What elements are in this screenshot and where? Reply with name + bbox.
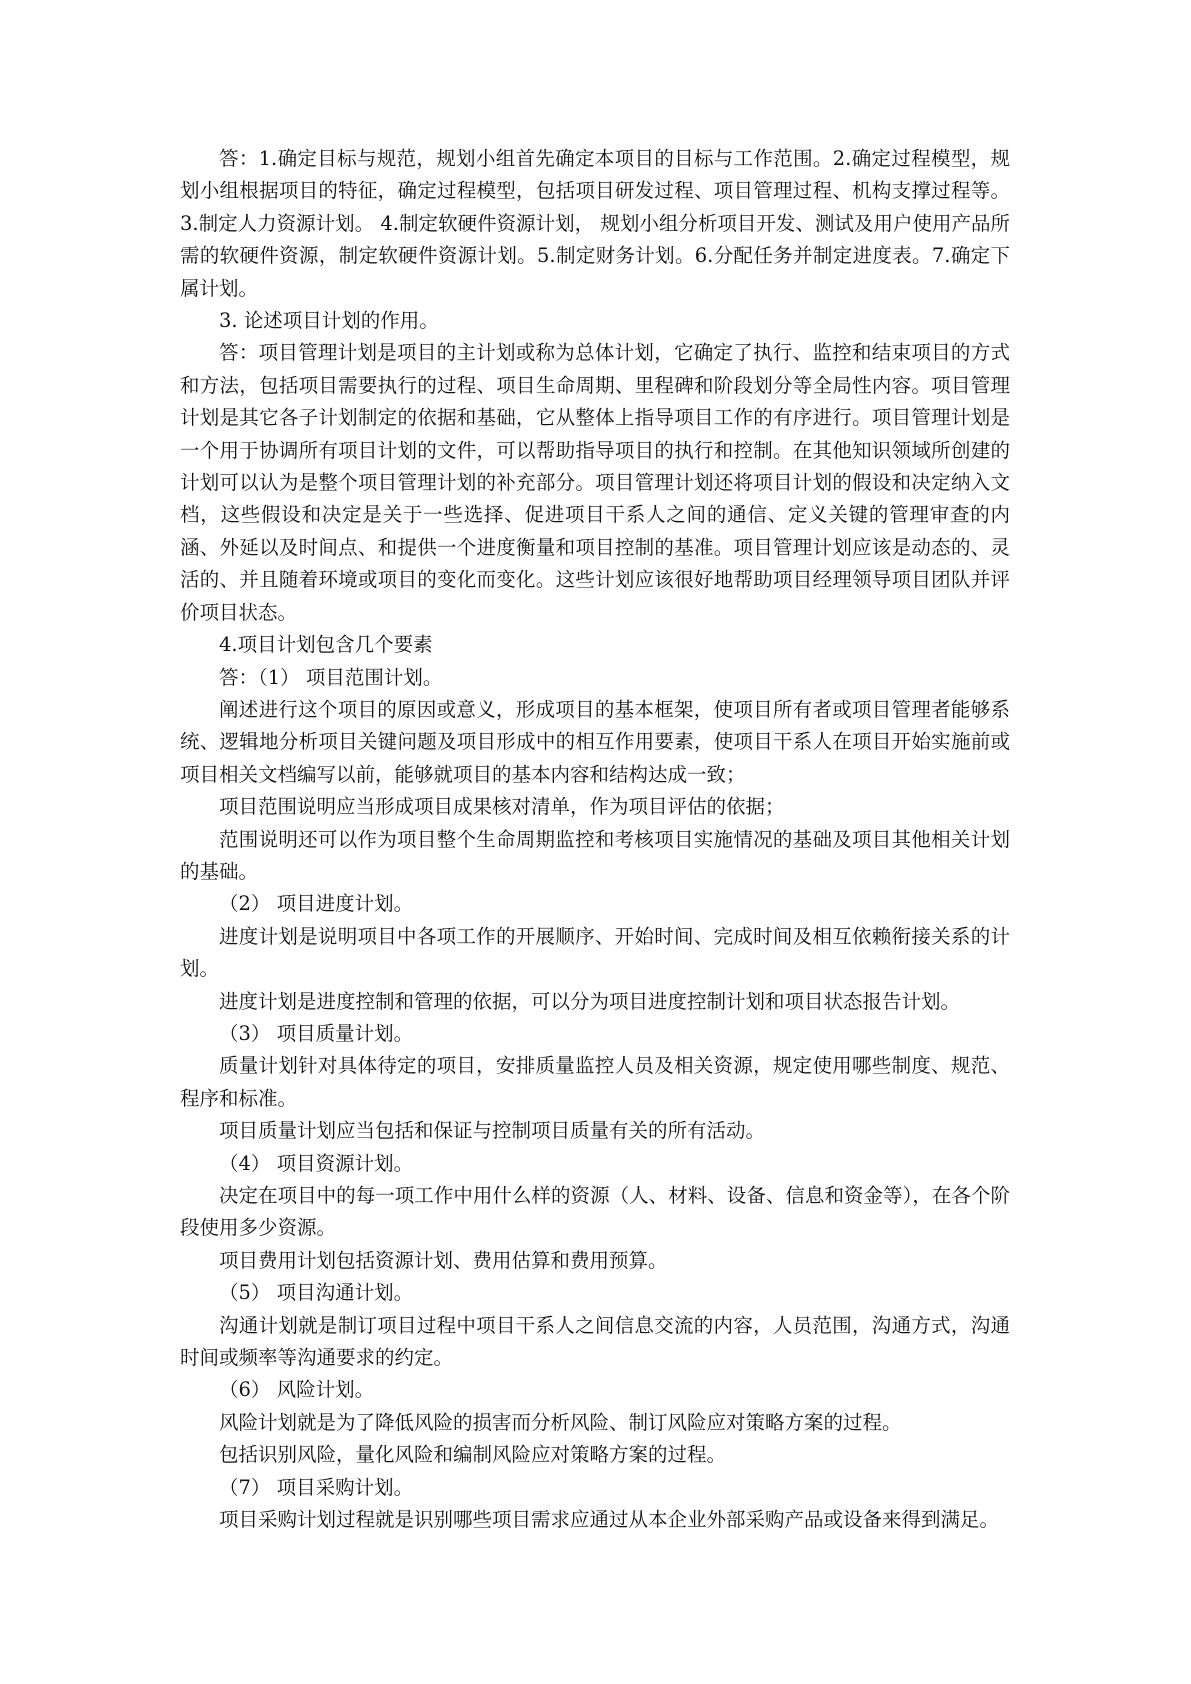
answer-2-steps: 答：1.确定目标与规范，规划小组首先确定本项目的目标与工作范围。2.确定过程模型，规划小组根据项目的特征，确定过程模型，包括项目研发过程、项目管理过程、机构支撑过程等。3.制定人力资源计划。 4.制定软硬件资源计划， 规划小组分析项目开发、测试及用户使用产品所需的软硬件资源，制定软硬件资源计划。5.制定财务计划。6.分配任务并制定进度表。7.确定下属计划。 — [180, 147, 1010, 300]
risk-plan-text-1: 风险计划就是为了降低风险的损害而分析风险、制订风险应对策略方案的过程。 — [219, 1410, 902, 1434]
scope-plan-text-2: 项目范围说明应当形成项目成果核对清单，作为项目评估的依据； — [219, 795, 785, 819]
procurement-plan-text: 项目采购计划过程就是识别哪些项目需求应通过从本企业外部采购产品或设备来得到满足。 — [219, 1508, 1000, 1532]
heading-scope-plan: 答：（1） 项目范围计划。 — [219, 665, 443, 689]
question-4: 4.项目计划包含几个要素 — [219, 633, 433, 657]
resource-plan-text-1: 决定在项目中的每一项工作中用什么样的资源（人、材料、设备、信息和资金等），在各个阶段使用多少资源。 — [180, 1184, 1010, 1240]
communication-plan-text: 沟通计划就是制订项目过程中项目干系人之间信息交流的内容，人员范围，沟通方式，沟通时间或频率等沟通要求的约定。 — [180, 1313, 1010, 1370]
heading-resource-plan: （4） 项目资源计划。 — [219, 1151, 414, 1175]
scope-plan-text-3: 范围说明还可以作为项目整个生命周期监控和考核项目实施情况的基础及项目其他相关计划的基础。 — [180, 827, 1010, 883]
schedule-plan-text-1: 进度计划是说明项目中各项工作的开展顺序、开始时间、完成时间及相互依赖衔接关系的计划。 — [180, 924, 1010, 981]
document-body — [180, 143, 1010, 1536]
heading-quality-plan: （3） 项目质量计划。 — [219, 1021, 414, 1045]
quality-plan-text-2: 项目质量计划应当包括和保证与控制项目质量有关的所有活动。 — [219, 1119, 766, 1143]
risk-plan-text-2: 包括识别风险，量化风险和编制风险应对策略方案的过程。 — [219, 1443, 727, 1467]
heading-communication-plan: （5） 项目沟通计划。 — [219, 1281, 414, 1305]
question-3: 3. 论述项目计划的作用。 — [219, 309, 439, 333]
quality-plan-text-1: 质量计划针对具体待定的项目，安排质量监控人员及相关资源，规定使用哪些制度、规范、程序和标准。 — [180, 1054, 1010, 1110]
scope-plan-text-1: 阐述进行这个项目的原因或意义，形成项目的基本框架，使项目所有者或项目管理者能够系统、逻辑地分析项目关键问题及项目形成中的相互作用要素，使项目干系人在项目开始实施前或项目相关文档编写以前，能够就项目的基本内容和结构达成一致； — [180, 697, 1010, 786]
heading-risk-plan: （6） 风险计划。 — [219, 1378, 375, 1402]
answer-3: 答：项目管理计划是项目的主计划或称为总体计划，它确定了执行、监控和结束项目的方式和方法，包括项目需要执行的过程、项目生命周期、里程碑和阶段划分等全局性内容。项目管理计划是其它各子计划制定的依据和基础，它从整体上指导项目工作的有序进行。项目管理计划是一个用于协调所有项目计划的文件，可以帮助指导项目的执行和控制。在其他知识领域所创建的计划可以认为是整个项目管理计划的补充部分。项目管理计划还将项目计划的假设和决定纳入文档，这些假设和决定是关于一些选择、促进项目干系人之间的通信、定义关键的管理审查的内涵、外延以及时间点、和提供一个进度衡量和项目控制的基准。项目管理计划应该是动态的、灵活的、并且随着环境或项目的变化而变化。这些计划应该很好地帮助项目经理领导项目团队并评价项目状态。 — [180, 341, 1010, 624]
heading-procurement-plan: （7） 项目采购计划。 — [219, 1475, 414, 1499]
schedule-plan-text-2: 进度计划是进度控制和管理的依据，可以分为项目进度控制计划和项目状态报告计划。 — [219, 989, 961, 1013]
resource-plan-text-2: 项目费用计划包括资源计划、费用估算和费用预算。 — [219, 1248, 668, 1272]
heading-schedule-plan: （2） 项目进度计划。 — [219, 892, 414, 916]
